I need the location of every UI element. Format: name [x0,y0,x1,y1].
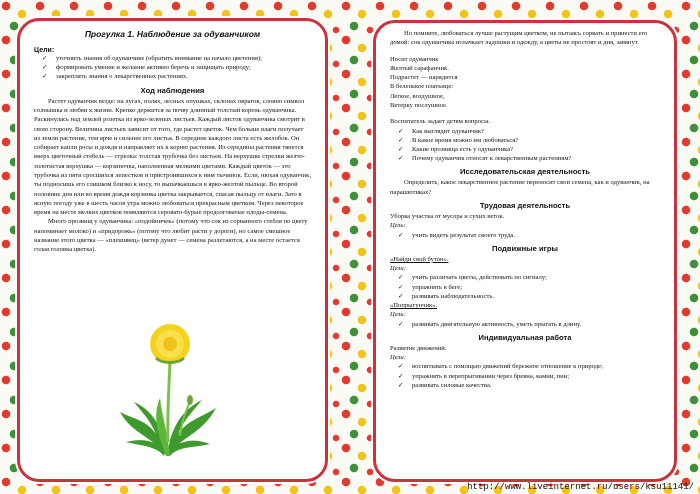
labor-goals-list [390,231,660,240]
riddle-line: В беленькое платьице: [390,83,454,91]
list-item: ✓ уточнить знания об одуванчике (обратить внимание на начало цветения); [42,55,262,62]
course-paragraph-1: Растет одуванчик везде: на лугах, полях, лесных опушках, склонах оврагов, словно символ солнышка и любви к жизни. Крепко держится за почву длинный толстый корень одуванчика. Раскинулась над землей розетка из ярко-зеленых листьев. Каждый листок одуванчика смотрит в свою сторону. Величина листьев зависит от того, где растет цветок. Чем больше влаги получает из земли растение, тем ярче и сильнее его листья. В середине каждого листа есть желобок. Он собирает капли росы и дождя и направляет их к корню растения. Из середины растения тянется вверх цветочный стебель — стрелка: толстая трубочка без листьев. На верхушке стрелки желто-золотистая верхушка — корзиночка, наполненная мелкими цветами. Каждый цветок — это трубочка из пяти сросшихся лепестков и пристроившихся к ним тычинок. Если, нюхая одуванчик, ты подносишь его слишком близко к носу, то выпачкаешься в ярко-желтой пыльце. Во второй половине дня или во время дождя корзинка цветка закрывается, спасая пыльцу от влаги. Зато в ясную погоду уже в шесть часов утра можно любоваться прекрасным цветком. Через некоторое время на месте мелких цветков появляются серовато-бурые продолговатые плоды-семена. [34,97,311,217]
checkmark-icon: ✓ [398,292,404,300]
page-title: Прогулка 1. Наблюдение за одуванчиком [84,29,261,39]
questions-list [390,127,660,164]
game-2-goals-list [390,320,660,329]
right-page-panel [373,20,677,482]
questions-intro: Воспитатель задает детям вопросы. [390,118,491,126]
list-item: ✓ учить различать цветы, действовать по сигналу; [398,274,547,282]
riddle [390,55,660,111]
riddle-line: Ветерку послушное. [390,102,448,110]
checkmark-icon: ✓ [398,127,404,135]
riddle-line: Желтый сарафанчик. [390,64,449,72]
riddle-line: Носит одуванчик [390,55,439,63]
checkmark-icon: ✓ [398,231,404,239]
goal-label: Цель: [390,222,406,230]
flower-stem [168,360,170,442]
list-item: ✓ упражнять в беге; [398,283,463,291]
watermark-url: http://www.liveinternet.ru/users/ksu11141/ [467,482,694,492]
dandelion-illustration [112,316,222,458]
individual-heading: Индивидуальная работа [478,332,572,342]
flower-head [150,324,190,364]
goals-list [34,54,311,82]
game-1-goals-list [390,273,660,301]
checkmark-icon: ✓ [42,64,48,72]
checkmark-icon: ✓ [42,55,48,62]
intro-paragraph: Но помните, любоваться лучше растущим цветком, не пытаясь сорвать и принести его домой: сок одуванчика испачкает ладошки и одежду, а цветы не простоят и дня, завянут. [390,30,648,47]
individual-text: Развитие движений. [390,344,447,352]
checkmark-icon: ✓ [398,372,404,380]
list-item: ✓ развивать наблюдательность. [398,292,494,300]
checkmark-icon: ✓ [398,146,404,154]
labor-text: Уборка участка от мусора и сухих веток. [390,213,505,221]
checkmark-icon: ✓ [398,136,404,144]
list-item: ✓ учить видеть результат своего труда. [398,231,515,239]
list-item: ✓ Как выглядит одуванчик? [398,127,484,135]
checkmark-icon: ✓ [398,363,404,371]
checkmark-icon: ✓ [398,155,404,163]
course-heading: Ход наблюдения [140,85,205,95]
game-2-title: «Попрыгунчик». [390,302,438,310]
list-item: ✓ закреплять знания о лекарственных растениях. [42,73,188,81]
riddle-line: Легкое, воздушное, [390,92,445,100]
list-item: ✓ развивать двигательную активность, уметь прыгать в длину. [398,320,582,328]
research-text: Определить, какое лекарственное растение переносит свои семена, как и одуванчик, на парашютиках? [390,179,650,196]
goal-label: Цель: [390,311,406,319]
games-heading: Подвижные игры [492,243,558,253]
list-item: ✓ Какие прозвища есть у одуванчика? [398,146,514,154]
game-1-title: «Найди свой бутон». [390,255,449,263]
list-item: ✓ упражнять в перепрыгивании через бревна, камни, пни; [398,372,570,380]
labor-heading: Трудовая деятельность [479,201,571,211]
goals-label: Цели: [390,354,406,362]
course-paragraph-2: Много прозвищ у одуванчика: «подойничек» (потому что сок из сорванного стебля по цвету напоминает молоко) и «придорожь» (потому что любит расти у дороги), но самое смешное название этого цветка — «плешивец» (ветер дунет — семена разлетаются, а на месте остается голая головка цветка). [34,218,308,254]
list-item: ✓ В какое время можно им любоваться? [398,136,519,144]
checkmark-icon: ✓ [398,381,404,389]
checkmark-icon: ✓ [42,73,48,81]
checkmark-icon: ✓ [398,274,404,282]
list-item: ✓ воспитывать с помощью движений бережное отношение к природе; [398,363,603,371]
goals-label: Цели: [34,47,55,54]
individual-goals-list [390,362,660,390]
goals-label: Цели: [390,265,406,273]
list-item: ✓ Почему одуванчик относят к лекарственным растениям? [398,155,572,163]
list-item: ✓ формировать умение и желание активно беречь и защищать природу; [42,64,251,72]
research-heading: Исследовательская деятельность [460,167,590,177]
checkmark-icon: ✓ [398,320,404,328]
list-item: ✓ развивать силовые качества. [398,381,492,389]
riddle-line: Подрастет — нарядится [390,74,458,82]
checkmark-icon: ✓ [398,283,404,291]
